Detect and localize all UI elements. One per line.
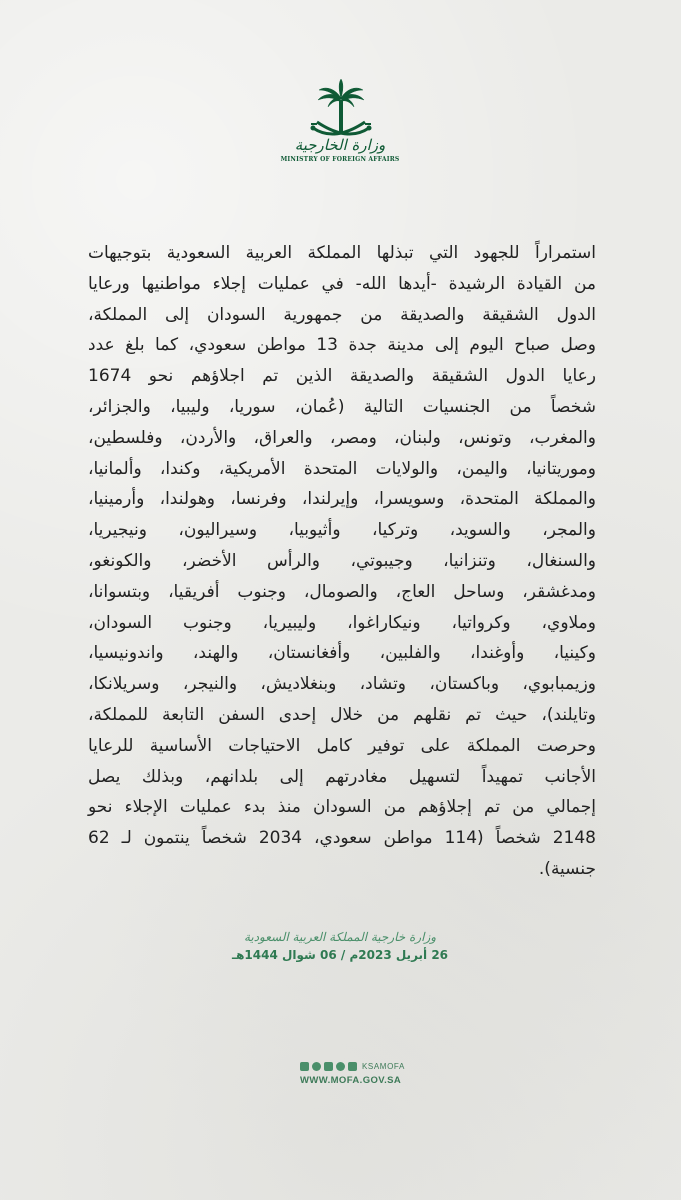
youtube-icon[interactable] bbox=[300, 1062, 309, 1071]
statement-line: وحرصت المملكة على توفير كامل الاحتياجات الأساسية للرعايا bbox=[88, 735, 596, 756]
statement-line: وصل صباح اليوم إلى مدينة جدة 13 مواطن سعودي، كما بلغ عدد bbox=[88, 335, 596, 356]
statement-line: رعايا الدول الشقيقة والصديقة الذين تم اجلاؤهم نحو 1674 bbox=[88, 366, 596, 387]
statement-line: الأجانب تمهيداً لتسهيل مغادرتهم إلى بلدانهم، وبذلك يصل bbox=[88, 766, 596, 787]
instagram-icon[interactable] bbox=[336, 1062, 345, 1071]
statement-line: والمجر، والسويد، وتركيا، وأثيوبيا، وسيراليون، ونيجيريا، bbox=[88, 520, 596, 541]
website-link[interactable]: WWW.MOFA.GOV.SA bbox=[300, 1075, 402, 1086]
statement-line: استمراراً للجهود التي تبذلها المملكة العربية السعودية بتوجيهات bbox=[88, 243, 596, 263]
statement-line: وتايلند)، حيث تم نقلهم من خلال إحدى السفن التابعة للمملكة، bbox=[88, 704, 596, 725]
statement-line: شخصاً من الجنسيات التالية (عُمان، سوريا، وليبيا، والجزائر، bbox=[88, 396, 596, 417]
statement-line: وملاوي، وكرواتيا، ونيكاراغوا، وليبيريا، وجنوب السودان، bbox=[88, 612, 596, 633]
statement-line: إجمالي من تم إجلاؤهم من السودان منذ بدء عمليات الإجلاء نحو bbox=[88, 797, 596, 818]
statement-line: والسنغال، وتنزانيا، وجيبوتي، والرأس الأخضر، والكونغو، bbox=[88, 550, 596, 571]
statement-line: ومدغشقر، وساحل العاج، والصومال، وجنوب أفريقيا، وبتسوانا، bbox=[88, 581, 596, 602]
statement-line: والمملكة المتحدة، وسويسرا، وإيرلندا، وفرنسا، وهولندا، وأرمينيا، bbox=[88, 489, 596, 510]
snapchat-icon[interactable] bbox=[312, 1062, 321, 1071]
facebook-icon[interactable] bbox=[324, 1062, 333, 1071]
statement-line: وموريتانيا، واليمن، والولايات المتحدة الأمريكية، وكندا، وألمانيا، bbox=[88, 458, 596, 479]
signature-organization: وزارة خارجية المملكة العربية السعودية bbox=[243, 930, 437, 944]
ministry-arabic-name: وزارة الخارجية bbox=[294, 136, 386, 154]
social-icons-row bbox=[300, 1059, 410, 1073]
social-footer bbox=[300, 1059, 410, 1086]
statement-line: جنسية). bbox=[538, 858, 596, 879]
statement-line: وكينيا، وأوغندا، والفلبين، وأفغانستان، والهند، واندونيسيا، bbox=[88, 643, 596, 664]
statement-line: من القيادة الرشيدة -أيدها الله- في عمليات إجلاء مواطنيها ورعايا bbox=[88, 273, 596, 294]
social-handle[interactable]: KSAMOFA bbox=[362, 1061, 405, 1071]
press-statement bbox=[88, 238, 596, 885]
twitter-icon[interactable] bbox=[348, 1062, 357, 1071]
ministry-english-name: MINISTRY OF FOREIGN AFFAIRS bbox=[280, 156, 400, 163]
statement-line: والمغرب، وتونس، ولبنان، ومصر، والعراق، والأردن، وفلسطين، bbox=[88, 427, 596, 448]
signature-block bbox=[130, 928, 550, 964]
signature-date: 26 أبريل 2023م / 06 شوال 1444هـ bbox=[231, 948, 449, 962]
statement-line: وزيمبابوي، وباكستان، وتشاد، وبنغلاديش، والنيجر، وسريلانكا، bbox=[88, 674, 596, 695]
statement-line: 2148 شخصاً (114 مواطن سعودي، 2034 شخصاً ينتمون لـ 62 bbox=[88, 828, 596, 849]
statement-line: الدول الشقيقة والصديقة من جمهورية السودان إلى المملكة، bbox=[88, 304, 596, 325]
